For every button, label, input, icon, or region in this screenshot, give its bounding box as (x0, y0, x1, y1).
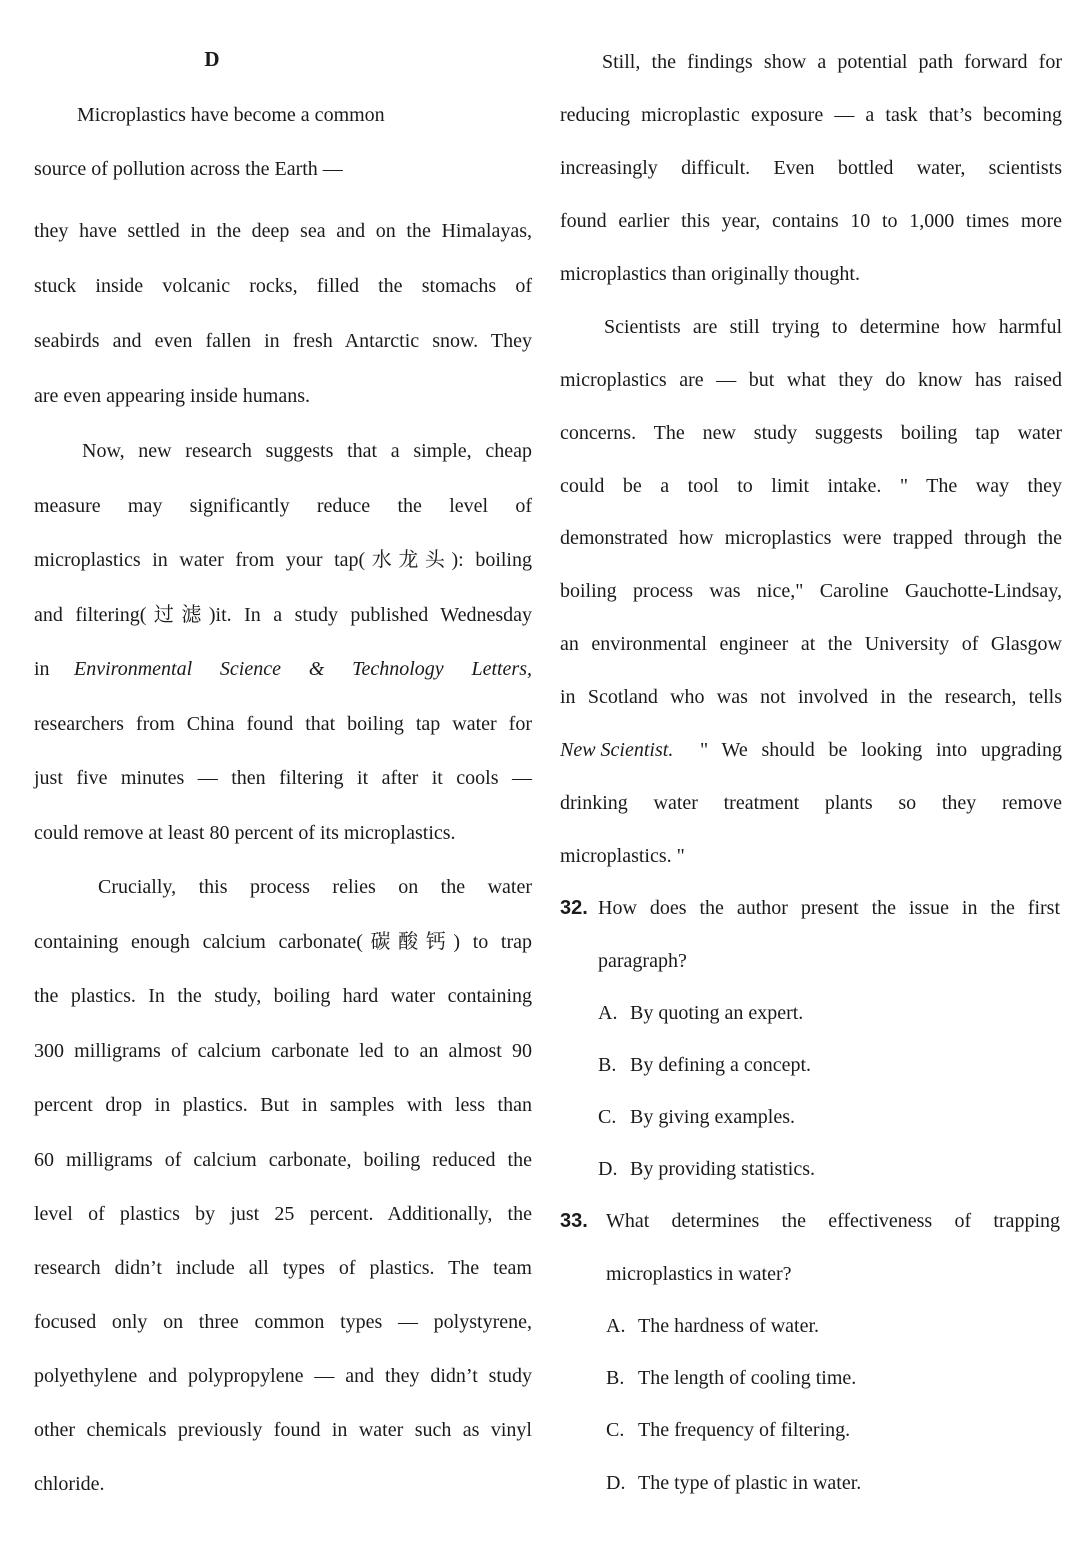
passage-line: could remove at least 80 percent of its microplastics. (34, 822, 456, 844)
passage-line: microplastics. " (560, 845, 685, 867)
answer-option[interactable]: C. By giving examples. (598, 1106, 795, 1128)
passage-line: level of plastics by just 25 percent. Additionally, the (34, 1203, 532, 1225)
passage-line: an environmental engineer at the University of Glasgow (560, 633, 1062, 655)
passage-line: other chemicals previously found in water such as vinyl (34, 1419, 532, 1441)
passage-line: microplastics than originally thought. (560, 263, 860, 285)
passage-line: seabirds and even fallen in fresh Antarctic snow. They (34, 330, 532, 352)
question-stem-continued: microplastics in water? (606, 1263, 792, 1285)
passage-line: microplastics in water from your tap(水龙头): boiling (34, 549, 532, 571)
question-number: 33. (560, 1210, 588, 1232)
passage-line: concerns. The new study suggests boiling tap water (560, 422, 1062, 444)
passage-line: Still, the findings show a potential path forward for (602, 51, 1062, 73)
passage-line: demonstrated how microplastics were trapped through the (560, 527, 1062, 549)
passage-line: just five minutes — then filtering it after it cools — (34, 767, 532, 789)
passage-line: and filtering(过滤)it. In a study published Wednesday (34, 604, 532, 626)
passage-line: " We should be looking into upgrading (700, 739, 1062, 761)
passage-line: in Scotland who was not involved in the research, tells (560, 686, 1062, 708)
magazine-title: New Scientist. (560, 739, 674, 761)
question-33 (560, 1206, 1062, 1236)
passage-line: Crucially, this process relies on the water (98, 876, 532, 898)
passage-line: found earlier this year, contains 10 to 1,000 times more (560, 210, 1062, 232)
question-stem-continued: paragraph? (598, 950, 687, 972)
passage-line: in (34, 658, 50, 680)
passage-line: Microplastics have become a common (77, 104, 385, 126)
passage-line: chloride. (34, 1473, 105, 1495)
question-stem: How does the author present the issue in the first (598, 897, 1060, 919)
passage-line: source of pollution across the Earth — (34, 158, 343, 180)
answer-option[interactable]: A. By quoting an expert. (598, 1002, 804, 1024)
answer-option[interactable]: D. By providing statistics. (598, 1158, 815, 1180)
question-number: 32. (560, 897, 588, 919)
passage-line: 300 milligrams of calcium carbonate led to an almost 90 (34, 1040, 532, 1062)
passage-line: 60 milligrams of calcium carbonate, boiling reduced the (34, 1149, 532, 1171)
passage-line: Scientists are still trying to determine how harmful (604, 316, 1062, 338)
passage-line: percent drop in plastics. But in samples with less than (34, 1094, 532, 1116)
passage-line: drinking water treatment plants so they remove (560, 792, 1062, 814)
answer-option[interactable]: C. The frequency of filtering. (606, 1419, 851, 1441)
passage-line: the plastics. In the study, boiling hard water containing (34, 985, 532, 1007)
passage-line: stuck inside volcanic rocks, filled the stomachs of (34, 275, 532, 297)
passage-line: researchers from China found that boiling tap water for (34, 713, 532, 735)
journal-title: Environmental Science & Technology Letters, (74, 658, 532, 680)
answer-option[interactable]: A. The hardness of water. (606, 1315, 820, 1337)
passage-line: could be a tool to limit intake. " The way they (560, 475, 1062, 497)
passage-line: focused only on three common types — polystyrene, (34, 1311, 532, 1333)
passage-line: they have settled in the deep sea and on the Himalayas, (34, 220, 532, 242)
passage-line: Now, new research suggests that a simple, cheap (82, 440, 532, 462)
question-stem: What determines the effectiveness of trapping (606, 1210, 1060, 1232)
question-32 (560, 893, 1062, 923)
answer-option[interactable]: B. By defining a concept. (598, 1054, 812, 1076)
passage-line: microplastics are — but what they do know has raised (560, 369, 1062, 391)
answer-option[interactable]: D. The type of plastic in water. (606, 1472, 862, 1494)
passage-line: reducing microplastic exposure — a task that’s becoming (560, 104, 1062, 126)
passage-line: increasingly difficult. Even bottled water, scientists (560, 157, 1062, 179)
passage-line: measure may significantly reduce the level of (34, 495, 532, 517)
passage-line: containing enough calcium carbonate(碳酸钙) to trap (34, 931, 532, 953)
answer-option[interactable]: B. The length of cooling time. (606, 1367, 857, 1389)
passage-line: polyethylene and polypropylene — and they didn’t study (34, 1365, 532, 1387)
passage-line: research didn’t include all types of plastics. The team (34, 1257, 532, 1279)
section-title: D (204, 47, 220, 71)
passage-line: are even appearing inside humans. (34, 385, 311, 407)
passage-line: boiling process was nice," Caroline Gauchotte-Lindsay, (560, 580, 1062, 602)
